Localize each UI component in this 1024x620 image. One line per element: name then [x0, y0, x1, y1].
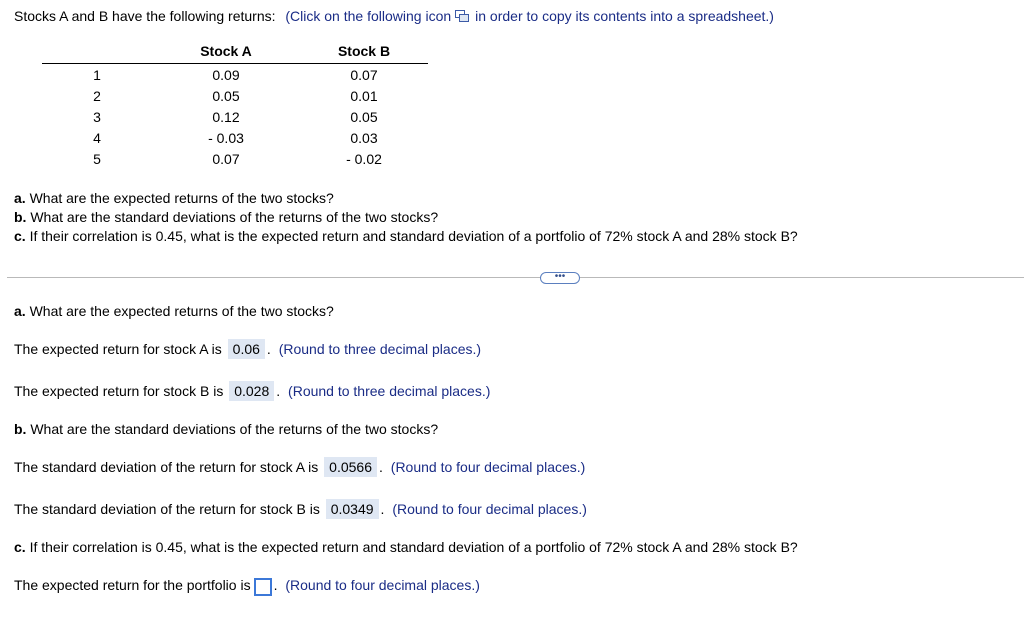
answer-a1-hint: (Round to three decimal places.) [278, 341, 482, 357]
questions-block [14, 189, 798, 246]
stock-b-return: 0.01 [350, 87, 378, 104]
table-header-stock-b: Stock B [300, 40, 428, 64]
question-a-display: What are the expected returns of the two stocks? [25, 190, 334, 206]
stock-b-return: - 0.02 [346, 150, 382, 167]
answer-c1-hint: (Round to four decimal places.) [285, 577, 480, 593]
answer-b1-prefix: The standard deviation of the return for stock A is [14, 459, 319, 475]
copy-instruction-suffix: in order to copy its contents into a spreadsheet.) [475, 8, 774, 24]
answer-a2-line: The expected return for stock B is 0.028 . (Round to three decimal places.) [14, 383, 491, 399]
table-header-row [42, 40, 428, 64]
problem-intro [14, 8, 774, 24]
answer-b2-hint: (Round to four decimal places.) [392, 501, 587, 517]
answer-b1-hint: (Round to four decimal places.) [390, 459, 586, 475]
row-number: 1 [93, 66, 101, 83]
question-b: b. What are the standard deviations of the returns of the two stocks? [14, 209, 439, 225]
stock-a-return: - 0.03 [208, 129, 244, 146]
answer-b2-line: The standard deviation of the return for stock B is 0.0349 . (Round to four decimal places.) [14, 501, 587, 517]
table-row [42, 148, 428, 169]
row-number: 5 [93, 150, 101, 167]
question-c-display: If their correlation is 0.45, what is the expected return and standard deviation of a portfolio of 72% stock A and 28% stock B? [25, 228, 798, 244]
answer-a1-line: The expected return for stock A is 0.06 . (Round to three decimal places.) [14, 341, 482, 357]
question-b-display: What are the standard deviations of the returns of the two stocks? [26, 209, 439, 225]
copy-icon[interactable] [455, 9, 469, 21]
expand-collapse-button[interactable]: ••• [540, 272, 580, 284]
copy-instruction-prefix: (Click on the following icon [285, 8, 452, 24]
table-header-period [42, 40, 152, 64]
stock-a-return: 0.09 [212, 66, 240, 83]
answer-a-heading: a. What are the expected returns of the two stocks? [14, 303, 334, 319]
answer-c-heading: c. If their correlation is 0.45, what is the expected return and standard deviation of a portfolio of 72% stock A and 28% stock B? [14, 539, 798, 555]
answer-b-heading: b. What are the standard deviations of the returns of the two stocks? [14, 421, 439, 437]
stock-a-return: 0.07 [212, 150, 240, 167]
table-row [42, 85, 428, 106]
section-divider [7, 277, 1024, 278]
question-a: a. What are the expected returns of the two stocks? [14, 190, 334, 206]
row-number: 3 [93, 108, 101, 125]
intro-text: Stocks A and B have the following returns: [14, 8, 276, 24]
returns-table [42, 40, 428, 169]
stock-a-return: 0.12 [212, 108, 240, 125]
answer-b2-prefix: The standard deviation of the return for stock B is [14, 501, 320, 517]
answer-a2-hint: (Round to three decimal places.) [288, 383, 491, 399]
table-header-stock-a: Stock A [152, 40, 300, 64]
portfolio-return-input[interactable] [254, 578, 272, 596]
row-number: 4 [93, 129, 101, 146]
answer-c1-prefix: The expected return for the portfolio is [14, 577, 251, 593]
stock-a-return: 0.05 [212, 87, 240, 104]
stock-b-return: 0.07 [350, 66, 378, 83]
stock-b-return: 0.05 [350, 108, 378, 125]
answer-b1-value[interactable]: 0.0566 [324, 457, 377, 477]
answer-b1-line: The standard deviation of the return for stock A is 0.0566 . (Round to four decimal places.) [14, 459, 586, 475]
answer-b2-value[interactable]: 0.0349 [326, 499, 379, 519]
table-row [42, 127, 428, 148]
answer-a1-prefix: The expected return for stock A is [14, 341, 222, 357]
answer-c1-line: The expected return for the portfolio is . (Round to four decimal places.) [14, 577, 480, 596]
answer-a2-value[interactable]: 0.028 [229, 381, 274, 401]
table-row [42, 64, 428, 86]
question-c: c. If their correlation is 0.45, what is the expected return and standard deviation of a portfolio of 72% stock A and 28% stock B? [14, 228, 798, 244]
row-number: 2 [93, 87, 101, 104]
stock-b-return: 0.03 [350, 129, 378, 146]
answer-a1-value[interactable]: 0.06 [228, 339, 265, 359]
table-row [42, 106, 428, 127]
answer-a2-prefix: The expected return for stock B is [14, 383, 224, 399]
